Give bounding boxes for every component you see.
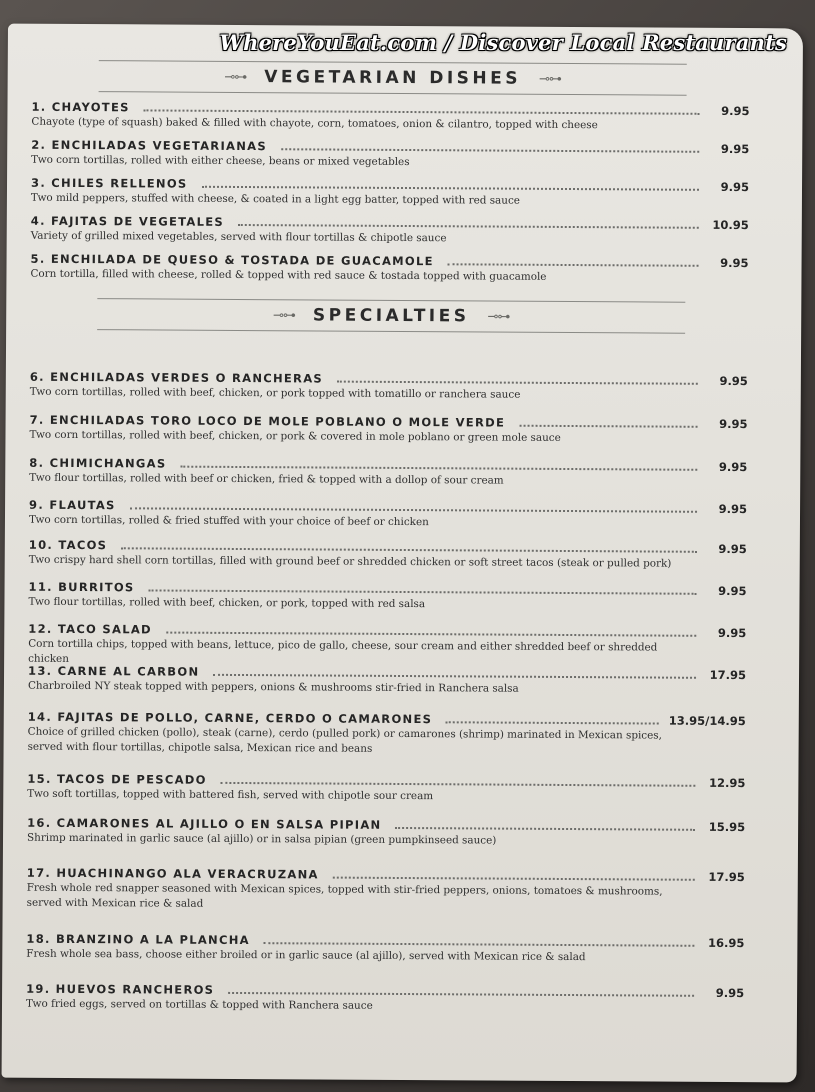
item-name: 12. TACO SALAD	[28, 621, 152, 637]
menu-item	[29, 413, 747, 447]
item-description: Charbroiled NY steak topped with peppers, onions & mushrooms stir-fried in Ranchera salsa	[27, 679, 519, 695]
item-price: 10.95	[712, 217, 749, 233]
section-header-vegetarian	[93, 60, 693, 96]
item-price: 17.95	[709, 667, 747, 683]
item-description: Two mild peppers, stuffed with cheese, & coated in a light egg batter, topped with red sauce	[30, 191, 520, 207]
item-name: 16. CAMARONES AL AJILLO O EN SALSA PIPIAN	[27, 815, 382, 832]
section-header-specialties	[91, 298, 691, 334]
item-name: 18. BRANZINO A LA PLANCHA	[26, 931, 250, 948]
ornament-right-icon: ⊸⊶	[487, 309, 510, 325]
dot-leader	[264, 942, 695, 947]
dot-leader	[448, 263, 699, 267]
dot-leader	[149, 589, 697, 594]
ornament-left-icon: ⊸⊶	[224, 69, 247, 85]
dot-leader	[228, 992, 694, 997]
dot-leader	[337, 381, 698, 385]
item-price: 9.95	[719, 416, 748, 432]
item-price: 9.95	[718, 583, 747, 599]
item-price: 9.95	[721, 103, 750, 119]
dot-leader	[238, 224, 699, 229]
dot-leader	[166, 632, 696, 637]
item-name: 15. TACOS DE PESCADO	[27, 771, 207, 787]
menu-item	[28, 710, 746, 759]
item-name: 4. FAJITAS DE VEGETALES	[30, 213, 225, 229]
item-price: 15.95	[708, 819, 746, 835]
menu-item	[26, 982, 744, 1016]
menu-item	[29, 456, 747, 490]
menu-item	[27, 772, 745, 806]
dot-leader	[221, 782, 696, 787]
item-description: Two fried eggs, served on tortillas & topped with Ranchera sauce	[25, 997, 373, 1012]
menu-item	[31, 138, 749, 172]
item-description: Two flour tortillas, rolled with beef, chicken, or pork, topped with red salsa	[28, 595, 426, 611]
menu-item	[31, 214, 749, 248]
section-title: SPECIALTIES	[312, 305, 470, 327]
dot-leader	[446, 721, 659, 724]
item-price: 9.95	[720, 255, 749, 271]
dot-leader	[333, 877, 695, 881]
item-name: 17. HUACHINANGO ALA VERACRUZANA	[26, 865, 319, 882]
menu-item	[28, 580, 746, 614]
item-description: Choice of grilled chicken (pollo), steak (carne), cerdo (pulled pork) or camarones (shrimp) marinated in Mexican spices, served with flour tortillas, chipotle salsa, Mexican rice and beans	[27, 725, 662, 755]
dot-leader	[202, 186, 700, 191]
dot-leader	[121, 547, 697, 553]
dot-leader	[519, 425, 697, 428]
menu-item	[30, 370, 748, 404]
dot-leader	[395, 827, 695, 831]
item-price: 9.95	[720, 141, 750, 157]
menu-item	[29, 538, 747, 572]
item-name: 11. BURRITOS	[28, 579, 135, 595]
dot-leader	[213, 674, 696, 679]
item-description: Two corn tortillas, rolled with beef, chicken, or pork & covered in mole poblano or green mole sauce	[29, 428, 561, 444]
ornament-right-icon: ⊸⊶	[539, 71, 562, 87]
item-description: Two corn tortillas, rolled with either cheese, beans or mixed vegetables	[31, 153, 410, 169]
item-name: 14. FAJITAS DE POLLO, CARNE, CERDO O CAMARONES	[27, 709, 433, 727]
item-price: 9.95	[717, 625, 747, 641]
menu-item	[30, 252, 748, 286]
menu-page	[2, 24, 803, 1083]
item-description: Corn tortilla, filled with cheese, rolled & topped with red sauce & tostada topped with guacamole	[30, 267, 547, 283]
item-price: 9.95	[718, 459, 748, 475]
item-name: 19. HUEVOS RANCHEROS	[26, 981, 215, 997]
item-description: Fresh whole red snapper seasoned with Mexican spices, topped with stir-fried peppers, onions, tomatoes & mushrooms, served with Mexican rice & salad	[26, 881, 663, 910]
menu-item	[28, 664, 746, 698]
item-name: 9. FLAUTAS	[29, 497, 116, 513]
watermark: WhereYouEat.com / Discover Local Restaurants	[219, 30, 787, 55]
dot-leader	[180, 466, 697, 471]
item-name: 1. CHAYOTES	[31, 99, 130, 115]
item-description: Two flour tortillas, rolled with beef or chicken, fried & topped with a dollop of sour cream	[29, 471, 504, 487]
item-price: 17.95	[708, 869, 745, 885]
item-description: Two soft tortillas, topped with battered fish, served with chipotle sour cream	[27, 787, 434, 803]
item-price: 9.95	[718, 501, 748, 517]
item-description: Chayote (type of squash) baked & filled with chayote, corn, tomatoes, onion & cilantro, topped with cheese	[31, 115, 598, 132]
item-price: 16.95	[707, 935, 745, 951]
menu-item	[27, 866, 745, 915]
item-price: 12.95	[708, 775, 746, 791]
ornament-left-icon: ⊸⊶	[272, 307, 295, 323]
item-description: Corn tortilla chips, topped with beans, lettuce, pico de gallo, cheese, sour cream and either shredded beef or shredded chicken	[28, 637, 658, 665]
item-description: Shrimp marinated in garlic sauce (al ajillo) or in salsa pipian (green pumpkinseed sauce)	[26, 831, 497, 847]
item-name: 7. ENCHILADAS TORO LOCO DE MOLE POBLANO O MOLE VERDE	[29, 412, 506, 430]
menu-item	[26, 932, 744, 966]
item-name: 13. CARNE AL CARBON	[28, 663, 200, 679]
section-title: VEGETARIAN DISHES	[264, 67, 522, 89]
item-name: 6. ENCHILADAS VERDES O RANCHERAS	[29, 369, 324, 386]
item-description: Two crispy hard shell corn tortillas, filled with ground beef or shredded chicken or soft street tacos (steak or pulled pork)	[28, 553, 672, 570]
item-name: 3. CHILES RELLENOS	[30, 175, 188, 191]
item-name: 5. ENCHILADA DE QUESO & TOSTADA DE GUACAMOLE	[30, 251, 434, 269]
dot-leader	[130, 507, 697, 512]
item-description: Two corn tortillas, rolled & fried stuffed with your choice of beef or chicken	[28, 513, 429, 529]
item-description: Variety of grilled mixed vegetables, served with flour tortillas & chipotle sauce	[30, 229, 447, 245]
item-price: 9.95	[719, 373, 748, 389]
item-description: Two corn tortillas, rolled with beef, chicken, or pork topped with tomatillo or ranchera sauce	[29, 385, 521, 401]
menu-item	[27, 816, 745, 850]
menu-item	[31, 176, 749, 210]
item-price: 13.95/14.95	[668, 713, 746, 729]
item-name: 10. TACOS	[28, 537, 108, 553]
dot-leader	[281, 148, 699, 153]
menu-item	[31, 100, 749, 134]
menu-item	[29, 498, 747, 532]
item-description: Fresh whole sea bass, choose either broiled or in garlic sauce (al ajillo), served with Mexican rice & salad	[26, 947, 586, 964]
item-price: 9.95	[718, 541, 747, 557]
item-price: 9.95	[720, 179, 750, 195]
item-name: 2. ENCHILADAS VEGETARIANAS	[31, 137, 268, 154]
item-name: 8. CHIMICHANGAS	[29, 455, 167, 471]
dot-leader	[144, 109, 700, 114]
item-price: 9.95	[715, 985, 745, 1001]
